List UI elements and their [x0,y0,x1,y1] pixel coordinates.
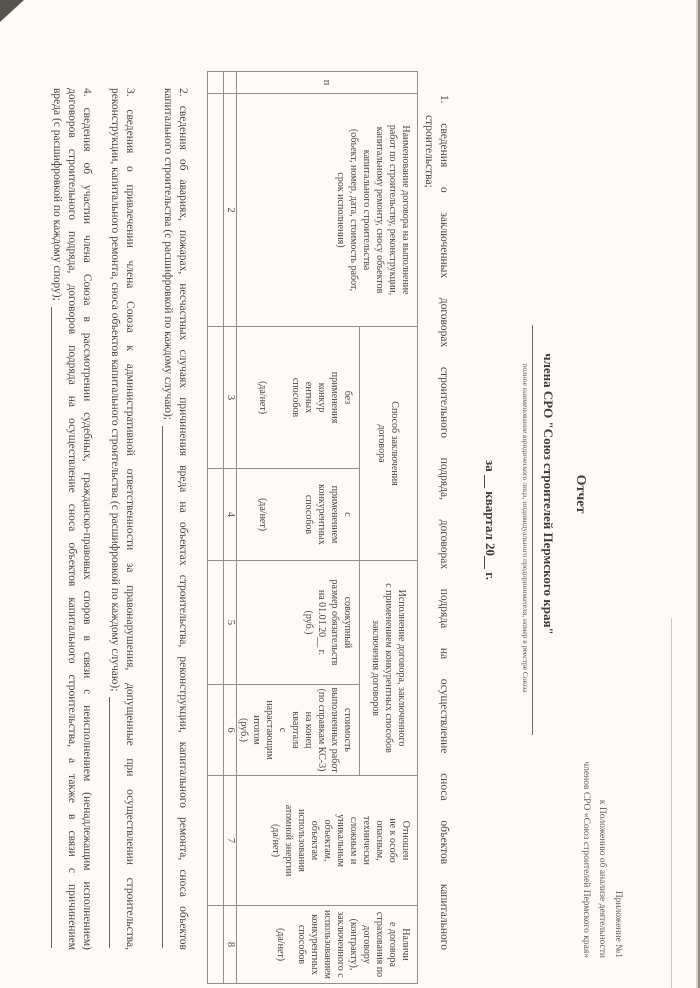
column-numbering-row [224,72,237,984]
text-line: Наличи [400,928,411,961]
empty-data-row [208,72,224,984]
insurance-header-lines [295,906,412,983]
paragraph-2 [160,88,190,950]
text-line: Приложение №1 [613,890,623,958]
text-line: сложным и [348,816,359,865]
text-line: с применением конкурентных способов [383,583,394,753]
fill-in-line [162,426,175,948]
numbering-col6: 6 [224,685,237,776]
text-line: Наименование договора на выполнение [400,125,411,295]
paragraph-4-line-2: договоров строительного подряда, договоров подряда на осуществление сноса объектов капитального строительства, а также в связи с причинением [66,88,78,950]
text-line: размер обязательств [329,579,340,666]
table-subheader-with-competition [237,469,360,561]
table-subheader-total-obligations [237,561,360,685]
numbering-col3: 3 [224,327,237,469]
paragraph-2-line-1: 2. сведения об авариях, пожарах, несчастных случаях причинения вреда на объектах строительства, реконструкции, капитального ремонта, сноса объектов [177,88,189,950]
text-line: совокупный [342,596,353,649]
fill-in-line [109,697,122,948]
text-line: использованием [322,910,333,979]
report-title: Отчет [573,474,588,514]
paragraph-3-line-1: 3. сведения о привлечении члена Союза к административной ответственности за правонарушения, допущенные при осуществлении строительства, [124,88,136,950]
paragraph-4 [49,88,94,950]
text-line: страхования по [374,911,385,978]
table-subheader-without-competition [237,327,360,469]
text-line: договору [361,925,372,964]
table-header-contract-name [237,94,418,327]
organization-name-blank [532,325,533,735]
numbering-col8: 8 [224,906,237,984]
table-header-group-conclusion-method [360,327,418,561]
text-line: атомной энергии [283,804,294,877]
data-cell [208,776,224,906]
text-line: капитальному ремонту, сносу объектов [374,126,385,294]
text-line: конкур [316,382,327,413]
data-cell [208,469,224,561]
text-line: применением [329,485,340,544]
table-header-insurance [237,906,418,984]
scan-fold-line [671,618,672,988]
text-line: нарастающим итогом [251,700,275,760]
with-competition-lines [302,469,354,560]
text-line: конкурентных [316,484,327,545]
text-line: способов [290,377,301,418]
text-line: выполненных работ [329,687,340,773]
scan-corner-artifact [0,0,24,22]
text-line: заключенного с [335,911,346,978]
without-competition-yes-no: (да/нет) [257,380,268,415]
text-line: способов [296,924,307,965]
fill-in-line [51,307,64,948]
numbering-col2: 2 [224,94,237,327]
text-line: Способ заключения [389,401,401,486]
text-line: способов [303,494,314,535]
table-header-colA: п [237,72,418,94]
text-line: на 01.01.20__ г. [316,589,327,656]
text-line: к Положению об анализе деятельности [597,799,607,958]
data-cell [208,72,224,94]
numbering-col7: 7 [224,776,237,906]
text-line: использования [296,809,307,872]
data-cell [208,561,224,685]
text-line: опасным, [374,820,385,861]
numbering-col4: 4 [224,469,237,561]
data-cell [208,327,224,469]
contracts-report-table [207,71,418,984]
text-line: объектам, [322,819,333,862]
report-subtitle: члена СРО "Союз строителей Пермского края" [541,353,556,635]
text-line: на конец [303,711,314,749]
text-line: уникальным [335,814,346,867]
data-cell [208,906,224,984]
paragraph-2-line-2-text: капитального строительства (с расшифровкой по каждому случаю); [162,88,174,420]
text-line: конкурентных [309,914,320,975]
text-line: стоимость [342,708,353,752]
text-line: работ по строительству, реконструкции, [387,124,398,296]
paragraph-4-line-3-text: вреда (с расшифровкой по каждому спору); [51,88,63,301]
text-line: (руб.) [303,610,314,635]
table-subheader-work-cost [237,685,360,776]
numbering-col5: 5 [224,561,237,685]
text-line: ентных [303,381,314,414]
paragraph-4-line-1: 4. сведения об участии члена Союза в рассмотрении судебных, гражданско-правовых споров в связи с неисполнением (ненадлежащим исполнением) [81,88,93,950]
text-line: технически [361,816,372,865]
table-header-hazardous-objects [237,776,418,906]
text-line: (контракту), [348,918,359,971]
text-line: договора [376,424,388,463]
text-line: Отношен [400,820,411,861]
text-line: с [342,512,353,517]
text-line: членов СРО «Союз строителей Пермского края» [581,761,591,958]
text-line: применения [329,371,340,424]
paragraph-1 [421,95,451,950]
paragraph-2-line-2 [160,88,175,950]
text-line: е договора [387,922,398,967]
text-line: с [277,727,288,733]
report-period: за __ квартал 20__ г. [483,460,498,580]
insurance-yes-no: (да/нет) [275,927,286,962]
text-line: капитального строительства [361,149,372,271]
text-line: срок исполнения) [335,172,346,248]
paragraph-1-line-1: 1. сведения о заключенных договорах строительного подряда, договорах подряда на осуществление сноса объектов капитального [438,95,450,950]
text-line: (по справкам КС-3) [316,688,327,772]
paragraph-3-line-2-text: реконструкции, капитального ремонта, сноса объектов капитального строительства (с расшифровкой по каждому случаю); [109,88,121,692]
table-header-group-execution [360,561,418,776]
without-competition-lines [289,327,354,468]
text-line: (объект, номер, дата, стоимость работ, [348,128,359,292]
paragraph-3-line-2 [107,88,122,950]
organization-name-caption: полное наименование юридического лица, индивидуального предпринимателя, номер в реестре Союза [521,363,530,693]
scan-edge-shadow-light [696,0,698,988]
text-line: (да/нет) [270,823,281,858]
text-line: ие к особо [387,818,398,863]
text-line: (руб.) [238,718,249,742]
paragraph-1-line-2: строительства; [423,115,435,188]
with-competition-yes-no: (да/нет) [257,497,268,532]
text-line: заключения договоров [370,620,381,716]
paragraph-4-line-3 [49,88,64,950]
data-cell [208,94,224,327]
numbering-colA [224,72,237,94]
text-line: квартала [290,711,301,749]
text-line: без [342,390,353,405]
paragraph-3 [107,88,137,950]
text-line: объектам [309,820,320,861]
text-line: Исполнение договора, заключенного [396,589,407,747]
data-cell [208,685,224,776]
